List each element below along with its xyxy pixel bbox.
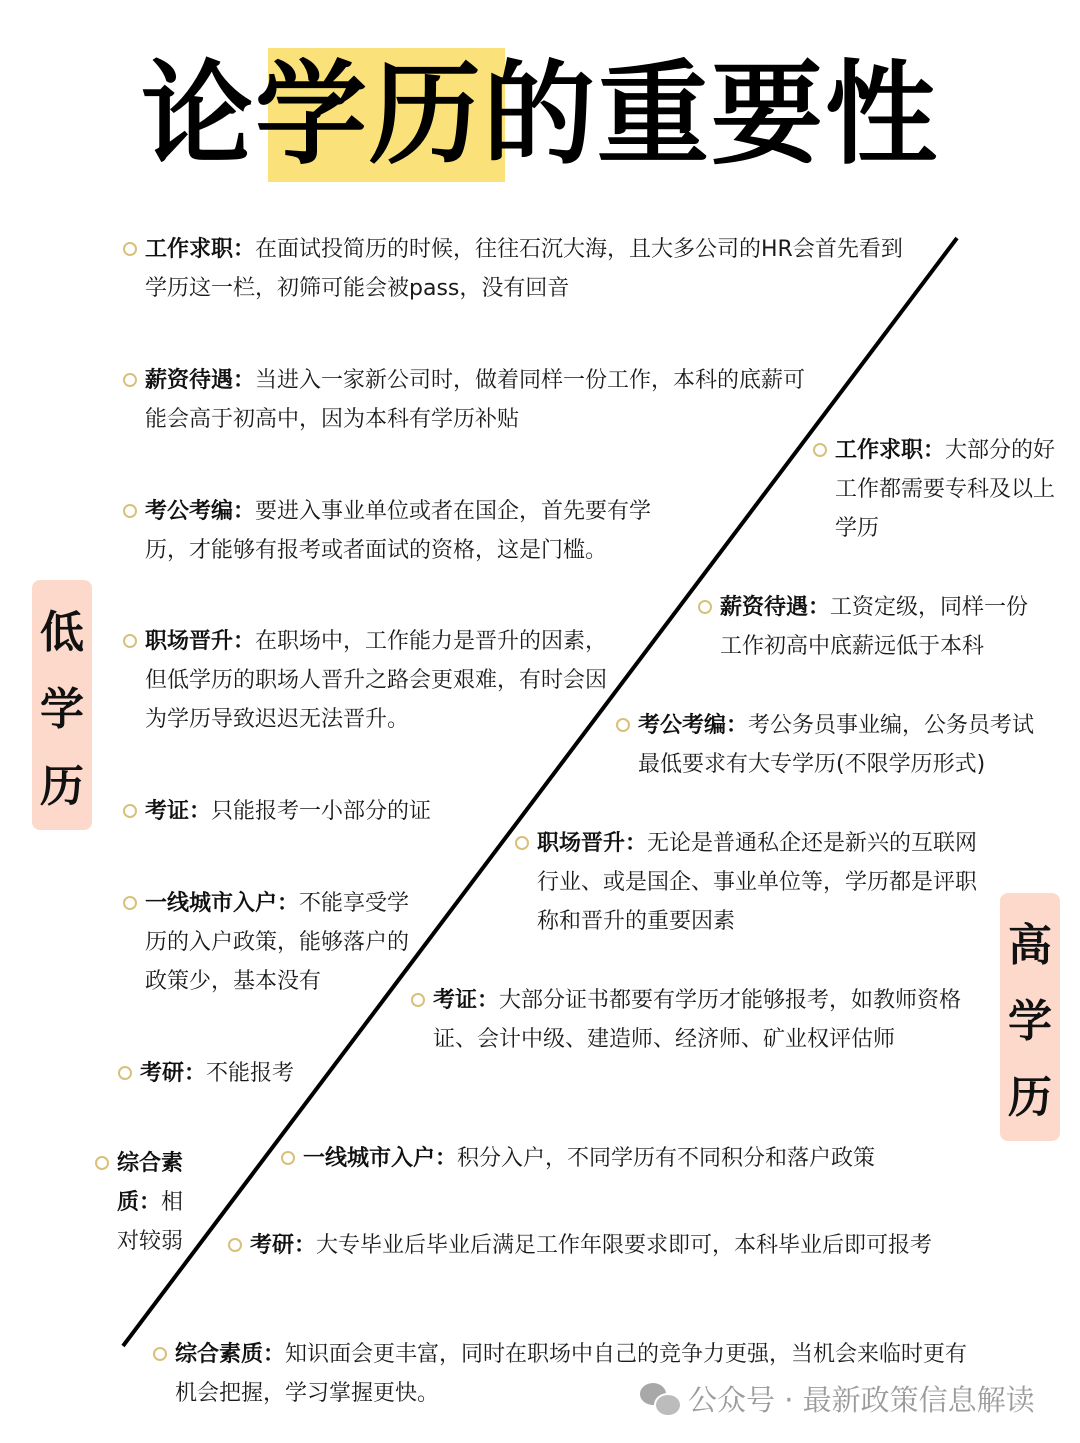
item-label: 工作求职：	[835, 438, 946, 463]
item-text: 当进入一家新公司时，做着同样一份工作，本科的底薪可能会高于初高中，因为本科有学历补贴	[145, 368, 806, 432]
item-text: 大部分证书都要有学历才能够报考，如教师资格证、会计中级、建造师、经济师、矿业权评估师	[433, 988, 962, 1052]
item-text: 积分入户，不同学历有不同积分和落户政策	[457, 1146, 876, 1171]
item-label: 综合素质：	[175, 1342, 286, 1367]
bullet-icon	[123, 634, 137, 648]
bullet-icon	[616, 718, 630, 732]
item-text: 知识面会更丰富，同时在职场中自己的竞争力更强，当机会来临时更有机会把握，学习掌握更快。	[175, 1342, 968, 1406]
bullet-icon	[228, 1238, 242, 1252]
low-education-label	[32, 580, 92, 830]
high-item-promotion	[537, 824, 979, 941]
item-label: 考研：	[140, 1061, 207, 1086]
item-label: 薪资待遇：	[720, 595, 831, 620]
item-text: 要进入事业单位或者在国企，首先要有学历，才能够有报考或者面试的资格，这是门槛。	[145, 499, 652, 563]
high-item-job	[835, 431, 1057, 548]
item-label: 工作求职：	[145, 237, 256, 262]
high-item-postgrad	[250, 1226, 962, 1265]
item-label: 一线城市入户：	[303, 1146, 458, 1171]
label-char: 历	[1008, 1072, 1052, 1123]
high-item-salary	[720, 588, 1042, 666]
item-label: 职场晋升：	[145, 629, 256, 654]
item-text: 在面试投简历的时候，往往石沉大海，且大多公司的HR会首先看到学历这一栏，初筛可能会被pass，没有回音	[145, 237, 903, 301]
low-item-quality	[117, 1144, 193, 1261]
low-item-promotion	[145, 622, 610, 739]
item-text: 工资定级，同样一份工作初高中底薪远低于本科	[720, 595, 1029, 659]
bullet-icon	[411, 993, 425, 1007]
item-text: 考公务员事业编，公务员考试最低要求有大专学历(不限学历形式)	[638, 713, 1035, 777]
low-item-certificate	[145, 792, 545, 831]
low-item-postgrad	[140, 1054, 340, 1093]
bullet-icon	[153, 1347, 167, 1361]
high-item-hukou	[303, 1139, 953, 1178]
label-char: 学	[1008, 996, 1052, 1047]
label-char: 低	[40, 607, 84, 659]
item-text: 只能报考一小部分的证	[211, 799, 432, 824]
item-label: 考研：	[250, 1233, 317, 1258]
item-text: 无论是普通私企还是新兴的互联网行业、或是国企、事业单位等，学历都是评职称和晋升的重要因素	[537, 831, 978, 934]
label-char: 历	[40, 760, 84, 812]
item-label: 薪资待遇：	[145, 368, 256, 393]
low-item-job	[145, 230, 915, 308]
item-text: 不能享受学历的入户政策，能够落户的政策少，基本没有	[145, 891, 410, 994]
bullet-icon	[95, 1156, 109, 1170]
bullet-icon	[281, 1151, 295, 1165]
item-text: 大专毕业后毕业后满足工作年限要求即可，本科毕业后即可报考	[316, 1233, 933, 1258]
bullet-icon	[123, 373, 137, 387]
item-text: 大部分的好工作都需要专科及以上学历	[835, 438, 1056, 541]
item-text: 在职场中，工作能力是晋升的因素，但低学历的职场人晋升之路会更艰难，有时会因为学历导致迟迟无法晋升。	[145, 629, 608, 732]
bullet-icon	[515, 836, 529, 850]
bullet-icon	[123, 896, 137, 910]
wechat-icon	[640, 1383, 680, 1415]
high-education-label	[1000, 893, 1060, 1141]
high-item-civil-service	[638, 706, 1053, 784]
item-text: 不能报考	[206, 1061, 295, 1086]
bullet-icon	[123, 504, 137, 518]
item-label: 考证：	[433, 988, 500, 1013]
page-title: 论学历的重要性	[141, 50, 939, 180]
bullet-icon	[123, 804, 137, 818]
watermark	[640, 1378, 1035, 1419]
bullet-icon	[118, 1066, 132, 1080]
label-char: 高	[1008, 920, 1052, 971]
item-text: 相对较弱	[117, 1190, 184, 1254]
item-label: 综合素质：	[117, 1151, 184, 1215]
bullet-icon	[813, 443, 827, 457]
item-label: 考证：	[145, 799, 212, 824]
watermark-text: 公众号 · 最新政策信息解读	[688, 1383, 1035, 1417]
high-item-certificate	[433, 981, 973, 1059]
bullet-icon	[123, 242, 137, 256]
item-label: 考公考编：	[145, 499, 256, 524]
label-char: 学	[40, 683, 84, 735]
low-item-salary	[145, 361, 810, 439]
bullet-icon	[698, 600, 712, 614]
item-label: 考公考编：	[638, 713, 749, 738]
item-label: 职场晋升：	[537, 831, 648, 856]
low-item-hukou	[145, 884, 417, 1001]
item-label: 一线城市入户：	[145, 891, 300, 916]
low-item-civil-service	[145, 492, 690, 570]
